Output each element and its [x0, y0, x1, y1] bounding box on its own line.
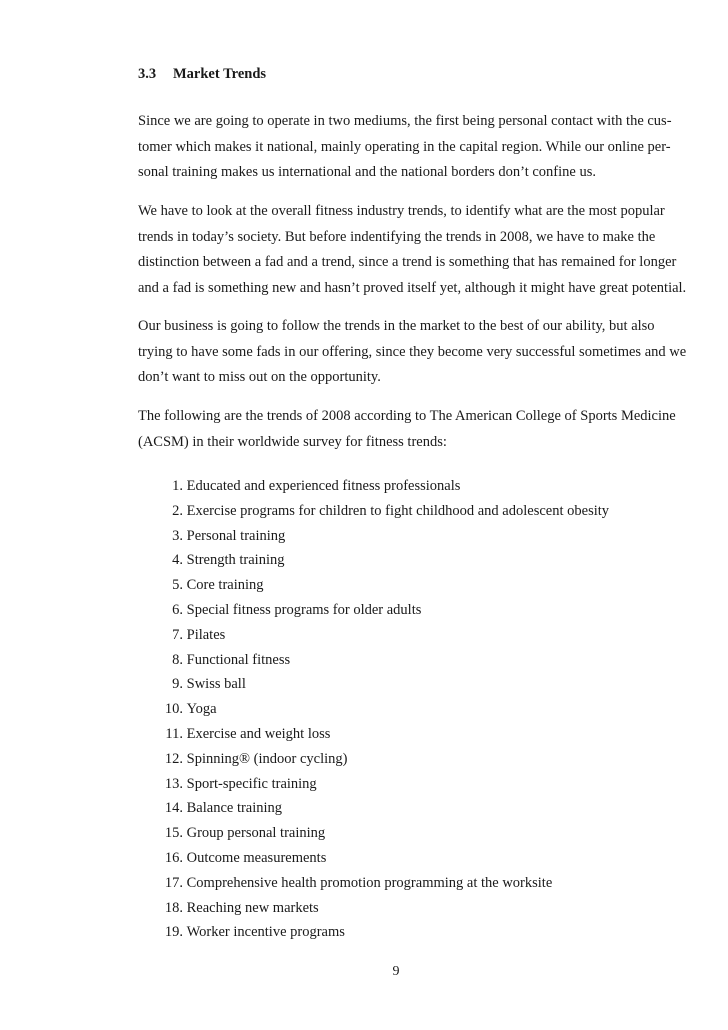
list-text: Swiss ball	[186, 676, 246, 693]
list-text: Comprehensive health promotion programming at the worksite	[186, 874, 553, 891]
list-number: 16.	[164, 849, 183, 866]
list-item	[138, 672, 609, 697]
list-item	[138, 871, 609, 896]
list-text: Exercise and weight loss	[186, 725, 331, 742]
paragraph-2	[138, 199, 698, 301]
list-number: 19.	[164, 924, 183, 941]
paragraph-line: tomer which makes it national, mainly operating in the capital region. While our online per-	[138, 138, 671, 155]
list-item	[138, 896, 609, 921]
list-number: 1.	[172, 478, 183, 494]
list-item	[138, 548, 609, 573]
section-title: Market Trends	[173, 66, 267, 82]
list-number: 10.	[164, 701, 183, 718]
list-text: Core training	[186, 577, 264, 594]
paragraph-line: sonal training makes us international and the national borders don’t confine us.	[138, 164, 596, 180]
section-heading	[138, 66, 266, 83]
trends-list	[138, 474, 609, 945]
paragraph-line: Since we are going to operate in two mediums, the first being personal contact with the cus-	[138, 113, 672, 129]
paragraph-line: We have to look at the overall fitness industry trends, to identify what are the most popular	[138, 203, 665, 219]
list-number: 17.	[164, 874, 183, 891]
list-item	[138, 747, 609, 772]
list-item	[138, 598, 609, 623]
paragraph-line: The following are the trends of 2008 according to The American College of Sports Medicine	[138, 408, 676, 424]
list-text: Pilates	[186, 626, 226, 643]
list-text: Personal training	[186, 527, 286, 544]
paragraph-3	[138, 314, 698, 391]
list-item	[138, 772, 609, 797]
paragraph-line: don’t want to miss out on the opportunity.	[138, 369, 381, 385]
list-text: Outcome measurements	[186, 849, 327, 866]
list-text: Spinning® (indoor cycling)	[186, 750, 348, 767]
list-item	[138, 697, 609, 722]
list-text: Educated and experienced fitness professionals	[186, 478, 461, 494]
page-number: 9	[392, 964, 400, 979]
list-text: Exercise programs for children to fight childhood and adolescent obesity	[186, 502, 610, 519]
list-item	[138, 623, 609, 648]
list-item	[138, 648, 609, 673]
list-text: Worker incentive programs	[186, 924, 345, 941]
list-number: 18.	[164, 899, 183, 916]
list-number: 4.	[172, 552, 183, 569]
list-number: 11.	[165, 725, 183, 742]
paragraph-line: Our business is going to follow the trends in the market to the best of our ability, but also	[138, 318, 655, 334]
list-item	[138, 474, 609, 499]
list-item	[138, 722, 609, 747]
list-text: Yoga	[186, 701, 217, 718]
list-number: 12.	[164, 750, 183, 767]
section-number: 3.3	[138, 66, 157, 82]
list-text: Strength training	[186, 552, 285, 569]
list-number: 5.	[172, 577, 183, 594]
list-number: 2.	[172, 502, 183, 519]
paragraph-line: (ACSM) in their worldwide survey for fitness trends:	[138, 433, 447, 450]
list-number: 6.	[172, 601, 183, 618]
list-item	[138, 573, 609, 598]
list-item	[138, 846, 609, 871]
list-number: 14.	[164, 800, 183, 817]
list-text: Reaching new markets	[186, 899, 319, 916]
list-item	[138, 499, 609, 524]
list-item	[138, 796, 609, 821]
list-number: 8.	[172, 651, 183, 668]
list-text: Balance training	[186, 800, 283, 817]
paragraph-1	[138, 109, 698, 186]
list-item	[138, 920, 609, 945]
paragraph-line: and a fad is something new and hasn’t proved itself yet, although it might have great potential.	[138, 279, 687, 296]
list-text: Special fitness programs for older adults	[186, 601, 422, 618]
list-text: Sport-specific training	[186, 775, 317, 792]
list-text: Functional fitness	[186, 651, 291, 668]
paragraph-line: distinction between a fad and a trend, since a trend is something that has remained for longer	[138, 254, 677, 270]
list-number: 15.	[164, 825, 183, 842]
paragraph-line: trying to have some fads in our offering, since they become very successful sometimes and we	[138, 343, 687, 360]
list-number: 9.	[172, 676, 183, 693]
list-text: Group personal training	[186, 825, 326, 842]
paragraph-line: trends in today’s society. But before indentifying the trends in 2008, we have to make the	[138, 228, 656, 245]
list-item	[138, 821, 609, 846]
list-number: 3.	[172, 527, 183, 544]
list-number: 13.	[164, 775, 183, 792]
paragraph-4	[138, 404, 698, 455]
list-item	[138, 524, 609, 549]
list-number: 7.	[172, 626, 183, 643]
